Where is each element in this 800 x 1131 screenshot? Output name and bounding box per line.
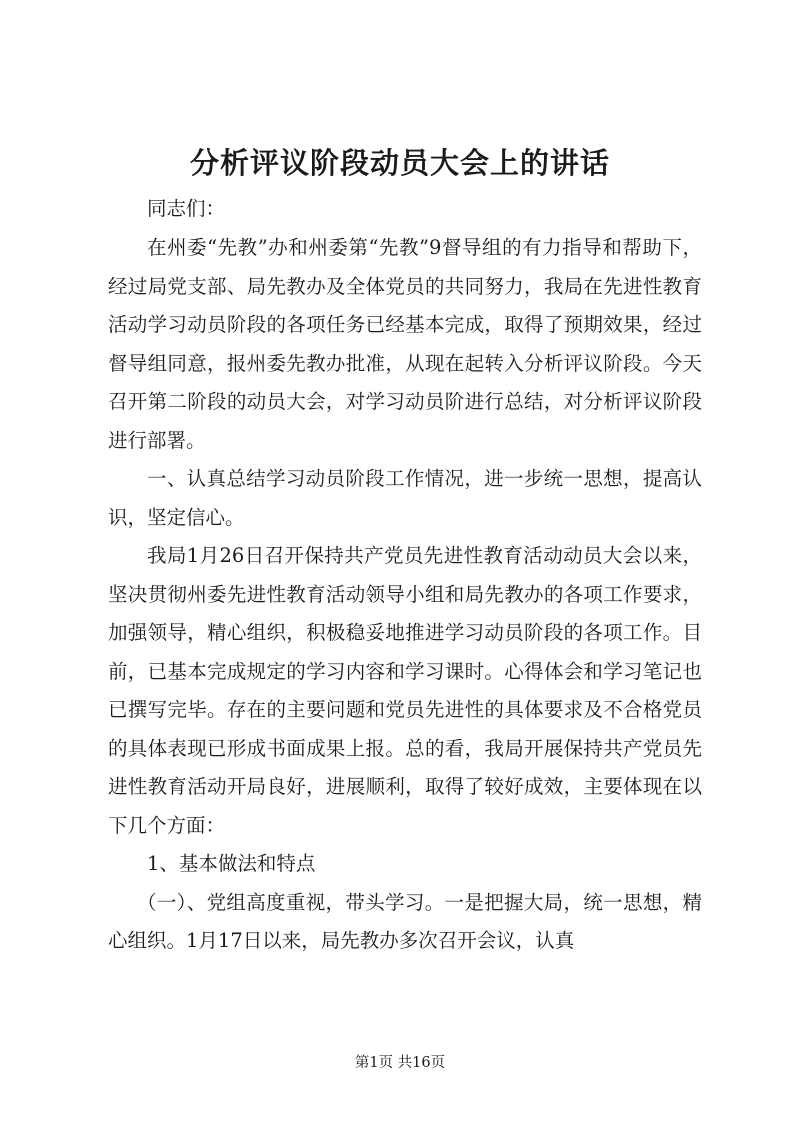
paragraph-subheading: 1、基本做法和特点 [147, 852, 316, 875]
page-footer: 第1页 共16页 [354, 1055, 446, 1071]
paragraph-summary: 我局1月26日召开保持共产党员先进性教育活动动员大会以来，坚决贯彻州委先进性教育活动领导小组和局先教办的各项工作要求，加强领导，精心组织，积极稳妥地推进学习动员阶段的各项工作。目前，已基本完成规定的学习内容和学习课时。心得体会和学习笔记也已撰写完毕。存在的主要问题和党员先进性的具体要求及不合格党员的具体表现已形成书面成果上报。总的看，我局开展保持共产党员先进性教育活动开局良好，进展顺利，取得了较好成效，主要体现在以下几个方面： [108, 544, 702, 837]
paragraph-section-heading: 一、认真总结学习动员阶段工作情况，进一步统一思想，提高认识，坚定信心。 [108, 467, 702, 529]
document-body [108, 229, 702, 961]
paragraph-intro: 在州委“先教”办和州委第“先教”9督导组的有力指导和帮助下，经过局党支部、局先教办及全体党员的共同努力，我局在先进性教育活动学习动员阶段的各项任务已经基本完成，取得了预期效果，经过督导组同意，报州委先教办批准，从现在起转入分析评议阶段。今天召开第二阶段的动员大会，对学习动员阶进行总结，对分析评议阶段进行部署。 [108, 236, 702, 452]
document-title: 分析评议阶段动员大会上的讲话 [189, 146, 610, 180]
salutation: 同志们： [147, 197, 226, 220]
paragraph-item-one: （一）、党组高度重视，带头学习。一是把握大局，统一思想，精心组织。1月17日以来，局先教办多次召开会议，认真 [108, 890, 702, 952]
